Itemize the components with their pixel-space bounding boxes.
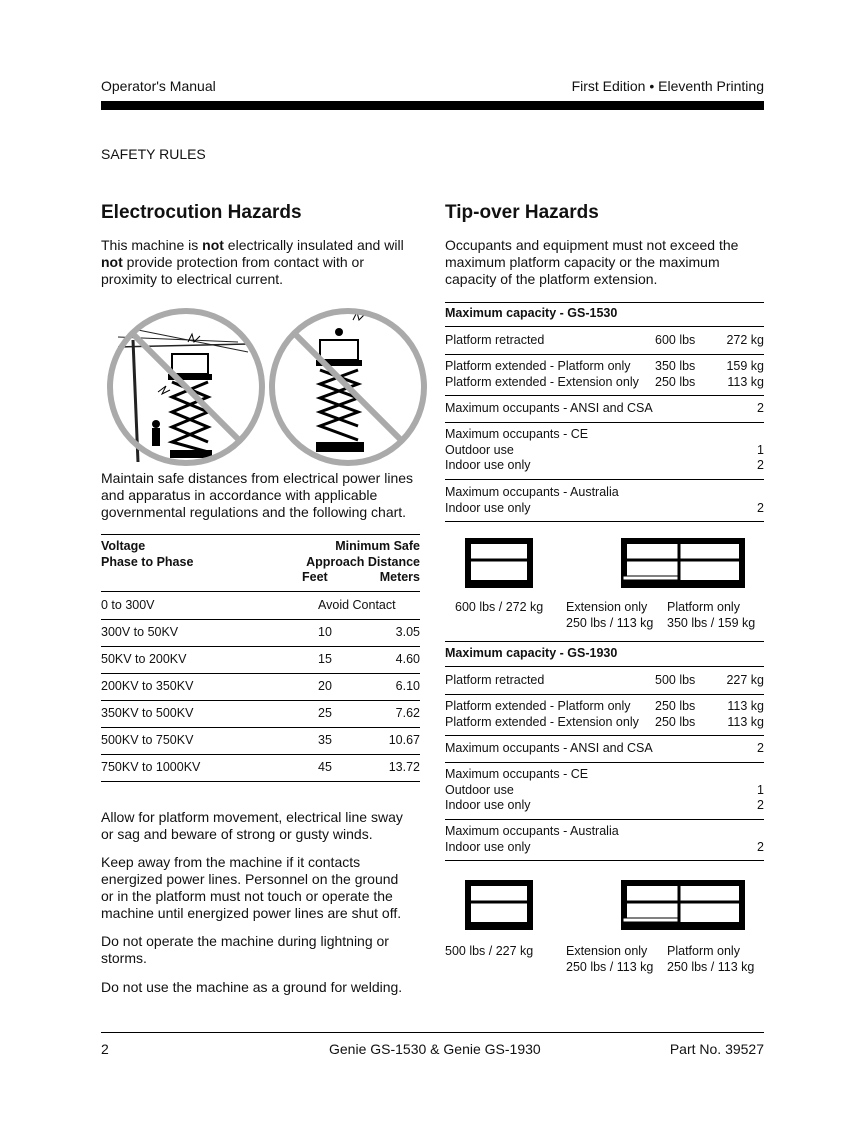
gs1930-cap-extension: Extension only 250 lbs / 113 kg [566,944,654,974]
electrocution-title: Electrocution Hazards [101,202,302,223]
platform-extended-icon [621,538,745,588]
keep-away-paragraph: Keep away from the machine if it contacts energized power lines. Personnel on the ground or in the platform must not touch or operate the machine until energized power lines are shut off. [101,854,402,921]
table-row: 200KV to 350KV 20 6.10 [101,673,420,701]
table-header-distance: Minimum Safe Approach Distance Feet Meters [302,539,420,584]
lightning-paragraph: Do not operate the machine during lightning or storms. [101,933,389,966]
gs1530-ce-row: Maximum occupants - CE Outdoor use 1 Indoor use only 2 [445,427,764,480]
gs1930-title: Maximum capacity - GS-1930 [445,646,618,660]
section-title: SAFETY RULES [101,146,206,162]
gs1930-cap-platform: Platform only 250 lbs / 113 kg [667,944,755,974]
gs1930-retracted-row: Platform retracted 500 lbs 227 kg [445,673,764,695]
gs1930-australia-row: Maximum occupants - Australia Indoor use only 2 [445,824,764,861]
tipover-intro: Occupants and equipment must not exceed the maximum platform capacity or the maximum capacity of the platform extension. [445,237,739,287]
gs1930-top-rule [445,641,764,642]
gs1930-title-rule [445,666,764,667]
tipover-title: Tip-over Hazards [445,202,599,223]
table-row: 50KV to 200KV 15 4.60 [101,646,420,674]
gs1530-title: Maximum capacity - GS-1530 [445,306,618,320]
gs1930-ansi-row: Maximum occupants - ANSI and CSA 2 [445,741,764,763]
header-right: First Edition • Eleventh Printing [571,78,764,94]
platform-retracted-icon [465,880,533,930]
gs1530-platform-diagrams [463,536,763,592]
footer-part-number: Part No. 39527 [669,1041,764,1057]
gs1930-extended-row: Platform extended - Platform only 250 lbs 113 kg Platform extended - Extension only 250 lbs 113 kg [445,699,764,736]
table-row: 500KV to 750KV 35 10.67 [101,727,420,755]
gs1530-cap-extension: Extension only 250 lbs / 113 kg [566,600,654,630]
gs1930-cap-retracted: 500 lbs / 227 kg [445,944,534,958]
welding-paragraph: Do not use the machine as a ground for welding. [101,979,403,995]
lift-warning-icon [272,311,424,463]
table-row: 350KV to 500KV 25 7.62 [101,700,420,728]
gs1530-extended-row: Platform extended - Platform only 350 lbs 159 kg Platform extended - Extension only 250 lbs 113 kg [445,359,764,396]
table-header-voltage: Voltage Phase to Phase [101,539,194,569]
wind-paragraph: Allow for platform movement, electrical line sway or sag and beware of strong or gusty winds. [101,809,403,842]
gs1930-platform-diagrams [463,878,763,934]
gs1930-ce-row: Maximum occupants - CE Outdoor use 1 Indoor use only 2 [445,767,764,820]
gs1530-ansi-row: Maximum occupants - ANSI and CSA 2 [445,401,764,423]
gs1530-cap-retracted: 600 lbs / 272 kg [455,600,544,614]
gs1530-australia-row: Maximum occupants - Australia Indoor use only 2 [445,485,764,522]
platform-extended-icon [621,880,745,930]
power-line-lift-icon [110,311,262,463]
electrocution-illustration [98,302,428,467]
gs1530-top-rule [445,302,764,303]
footer-rule [101,1032,764,1033]
page-number: 2 [101,1041,109,1057]
electrocution-intro: This machine is not electrically insulated and will not provide protection from contact with or proximity to electrical current. [101,237,404,287]
table-row: 0 to 300V Avoid Contact [101,592,420,620]
table-row: 750KV to 1000KV 45 13.72 [101,754,420,782]
safe-distance-text: Maintain safe distances from electrical power lines and apparatus in accordance with applicable governmental regulations and the following chart. [101,470,414,520]
platform-retracted-icon [465,538,533,588]
gs1530-cap-platform: Platform only 350 lbs / 159 kg [667,600,756,630]
table-top-rule [101,534,420,535]
gs1530-retracted-row: Platform retracted 600 lbs 272 kg [445,333,764,355]
footer-model: Genie GS-1530 & Genie GS-1930 [329,1041,541,1057]
header-left: Operator's Manual [101,78,216,94]
header-rule [101,101,764,110]
gs1530-title-rule [445,326,764,327]
table-row: 300V to 50KV 10 3.05 [101,619,420,647]
